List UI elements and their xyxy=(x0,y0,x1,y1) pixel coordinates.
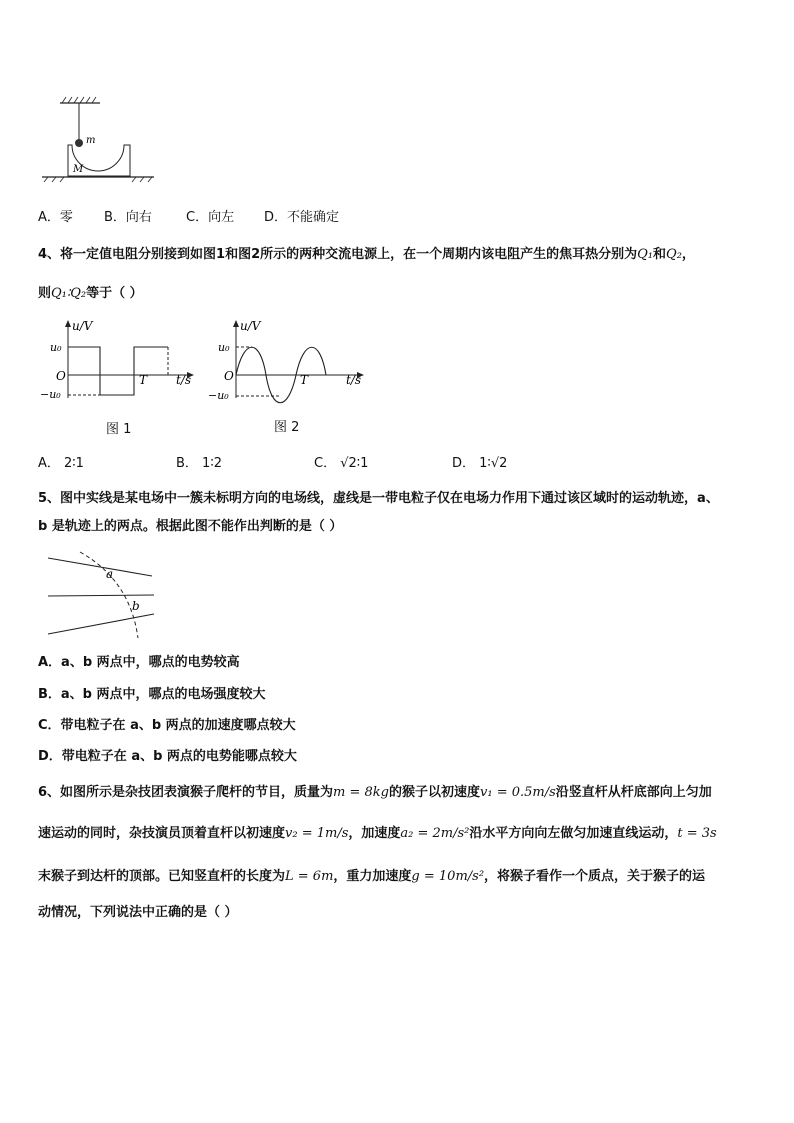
fig2-u0: u₀ xyxy=(218,341,230,354)
q4-option-a: A． 2∶1 xyxy=(38,456,84,471)
q5-option-b: B．a、b 两点中，哪点的电场强度较大 xyxy=(38,687,266,702)
fig1-T: T xyxy=(139,373,148,387)
q5-stem-line2: b 是轨迹上的两点。根据此图不能作出判断的是（ ） xyxy=(38,519,343,534)
fig1-axis-x: t/s xyxy=(176,373,192,387)
q4-stem-line2: 则Q₁∶Q₂等于（ ） xyxy=(38,286,143,301)
q3-figure xyxy=(38,95,158,185)
q4-option-d: D． 1∶√2 xyxy=(452,456,508,471)
q6-stem-line2: 速运动的同时，杂技演员顶着直杆以初速度v₂ = 1m/s，加速度a₂ = 2m/s²沿水平方向向左做匀加速直线运动，t = 3s xyxy=(38,826,717,841)
q4-option-c: C． √2∶1 xyxy=(314,456,369,471)
fig2-caption: 图 2 xyxy=(274,420,300,435)
fig2-neg-u0: −u₀ xyxy=(208,389,229,402)
q4-option-b: B． 1∶2 xyxy=(176,456,222,471)
q6-v2: v₂ = 1m/s xyxy=(285,826,349,841)
fig1-origin: O xyxy=(56,369,66,383)
q4-stem-line1: 4、将一定值电阻分别接到如图1和图2所示的两种交流电源上，在一个周期内该电阻产生的焦耳热分别为Q₁和Q₂， xyxy=(38,247,695,262)
q6-stem-line3: 末猴子到达杆的顶部。已知竖直杆的长度为L = 6m，重力加速度g = 10m/s²，将猴子看作一个质点，关于猴子的运 xyxy=(38,869,706,884)
q4-figure-2 xyxy=(208,318,368,408)
q6-g: g = 10m/s² xyxy=(411,869,485,884)
fig2-T: T xyxy=(300,373,309,387)
q4-figure-1 xyxy=(38,318,198,408)
q3-option-d: D．不能确定 xyxy=(264,210,340,225)
sqrt2: √2 xyxy=(490,456,508,471)
q6-v1: v₁ = 0.5m/s xyxy=(480,785,556,800)
q6-a2: a₂ = 2m/s² xyxy=(400,826,470,841)
mass-m-label: m xyxy=(86,135,96,146)
q6-stem-line1: 6、如图所示是杂技团表演猴子爬杆的节目，质量为m = 8kg的猴子以初速度v₁ = 0.5m/s沿竖直杆从杆底部向上匀加 xyxy=(38,785,712,800)
fig1-axis-y: u/V xyxy=(72,319,93,333)
q6-mass: m = 8kg xyxy=(333,785,390,800)
q5-stem-line1: 5、图中实线是某电场中一簇未标明方向的电场线，虚线是一带电粒子仅在电场力作用下通过该区域时的运动轨迹，a、 xyxy=(38,491,719,506)
q4-ratio: Q₁∶Q₂ xyxy=(51,286,87,301)
point-a-label: a xyxy=(106,567,114,581)
point-b-label: b xyxy=(132,599,140,613)
q4-q2: Q₂ xyxy=(666,247,682,262)
sqrt2: √2 xyxy=(340,456,357,471)
fig1-neg-u0: −u₀ xyxy=(40,388,61,401)
fig1-caption: 图 1 xyxy=(106,422,132,437)
q3-option-a: A．零 xyxy=(38,210,73,225)
q6-stem-line4: 动情况，下列说法中正确的是（ ） xyxy=(38,905,238,920)
q6-t: t = 3s xyxy=(677,826,717,841)
q3-option-b: B．向右 xyxy=(104,210,152,225)
q4-q1: Q₁ xyxy=(637,247,654,262)
mass-M-label: M xyxy=(73,164,84,175)
fig1-u0: u₀ xyxy=(50,341,62,354)
q6-L: L = 6m xyxy=(285,869,334,884)
q5-option-a: A．a、b 两点中，哪点的电势较高 xyxy=(38,655,240,670)
fig2-axis-x: t/s xyxy=(346,373,362,387)
q5-option-d: D．带电粒子在 a、b 两点的电势能哪点较大 xyxy=(38,749,297,764)
q3-option-c: C．向左 xyxy=(186,210,235,225)
fig2-axis-y: u/V xyxy=(240,319,261,333)
q5-option-c: C．带电粒子在 a、b 两点的加速度哪点较大 xyxy=(38,718,296,733)
q5-figure xyxy=(40,550,164,640)
fig2-origin: O xyxy=(224,369,234,383)
